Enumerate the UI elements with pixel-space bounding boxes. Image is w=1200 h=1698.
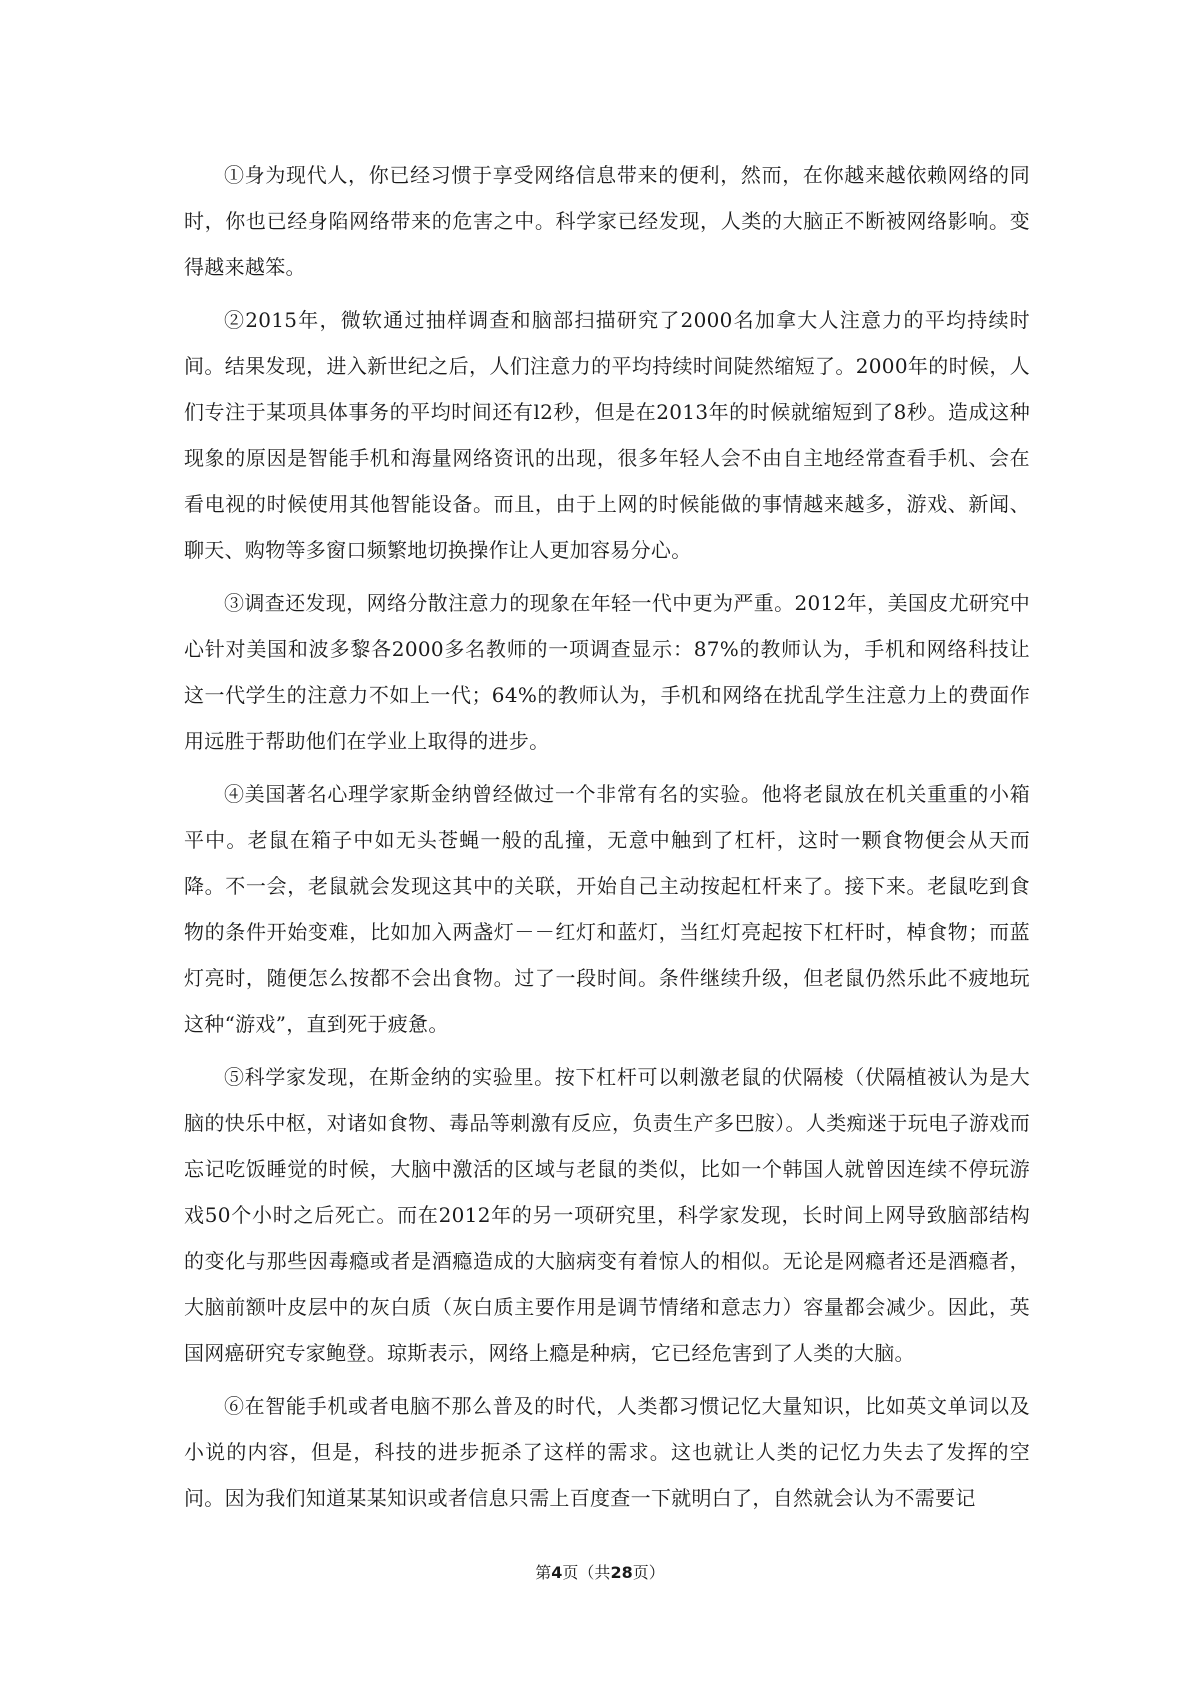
paragraph-5: ⑤科学家发现，在斯金纳的实验里。按下杠杆可以刺激老鼠的伏隔棱（伏隔植被认为是大脑的快乐中枢，对诸如食物、毒品等刺激有反应，负责生产多巴胺）。人类痴迷于玩电子游戏而忘记吃饭睡觉的时候，大脑中激活的区域与老鼠的类似，比如一个韩国人就曾因连续不停玩游戏50个小时之后死亡。而在2012年的另一项研究里，科学家发现，长时间上网导致脑部结构的变化与那些因毒瘾或者是酒瘾造成的大脑病变有着惊人的相似。无论是网瘾者还是酒瘾者，大脑前额叶皮层中的灰白质（灰白质主要作用是调节情绪和意志力）容量都会减少。因此，英国网癌研究专家鲍登。琼斯表示，网络上瘾是种病，它已经危害到了人类的大脑。 bbox=[184, 1065, 1030, 1365]
paragraph-1: ①身为现代人，你已经习惯于享受网络信息带来的便利，然而，在你越来越依赖网络的同时，你也已经身陷网络带来的危害之中。科学家已经发现，人类的大脑正不断被网络影响。变得越来越笨。 bbox=[184, 163, 1030, 279]
paragraph-3: ③调查还发现，网络分散注意力的现象在年轻一代中更为严重。2012年，美国皮尤研究中心针对美国和波多黎各2000多名教师的一项调查显示：87%的教师认为，手机和网络科技让这一代学生的注意力不如上一代；64%的教师认为，手机和网络在扰乱学生注意力上的费面作用远胜于帮助他们在学业上取得的进步。 bbox=[184, 591, 1030, 753]
footer-suffix: 页） bbox=[632, 1563, 665, 1582]
footer-page-number: 4 bbox=[551, 1563, 563, 1582]
paragraph-6: ⑥在智能手机或者电脑不那么普及的时代，人类都习惯记忆大量知识，比如英文单词以及小说的内容，但是，科技的进步扼杀了这样的需求。这也就让人类的记忆力失去了发挥的空问。因为我们知道某某知识或者信息只需上百度查一下就明白了，自然就会认为不需要记 bbox=[184, 1394, 1030, 1510]
article-body bbox=[184, 152, 1030, 1528]
footer-prefix: 第 bbox=[535, 1563, 552, 1582]
paragraph-2: ②2015年，微软通过抽样调查和脑部扫描研究了2000名加拿大人注意力的平均持续时间。结果发现，进入新世纪之后，人们注意力的平均持续时间陡然缩短了。2000年的时候，人们专注于某项具体事务的平均时间还有l2秒，但是在2013年的时候就缩短到了8秒。造成这种现象的原因是智能手机和海量网络资讯的出现，很多年轻人会不由自主地经常查看手机、会在看电视的时候使用其他智能设备。而且，由于上网的时候能做的事情越来越多，游戏、新闻、聊天、购物等多窗口频繁地切换操作让人更加容易分心。 bbox=[184, 308, 1030, 562]
footer-total-pages: 28 bbox=[610, 1563, 633, 1582]
footer-middle: 页（共 bbox=[562, 1563, 611, 1582]
page-footer bbox=[0, 1563, 1200, 1583]
paragraph-4: ④美国著名心理学家斯金纳曾经做过一个非常有名的实验。他将老鼠放在机关重重的小箱平中。老鼠在箱子中如无头苍蝇一般的乱撞，无意中触到了杠杆，这时一颗食物便会从天而降。不一会，老鼠就会发现这其中的关联，开始自己主动按起杠杆来了。接下来。老鼠吃到食物的条件开始变难，比如加入两盏灯－－红灯和蓝灯，当红灯亮起按下杠杆时，棹食物；而蓝灯亮时，随便怎么按都不会出食物。过了一段时间。条件继续升级，但老鼠仍然乐此不疲地玩这种“游戏”，直到死于疲惫。 bbox=[184, 782, 1030, 1036]
